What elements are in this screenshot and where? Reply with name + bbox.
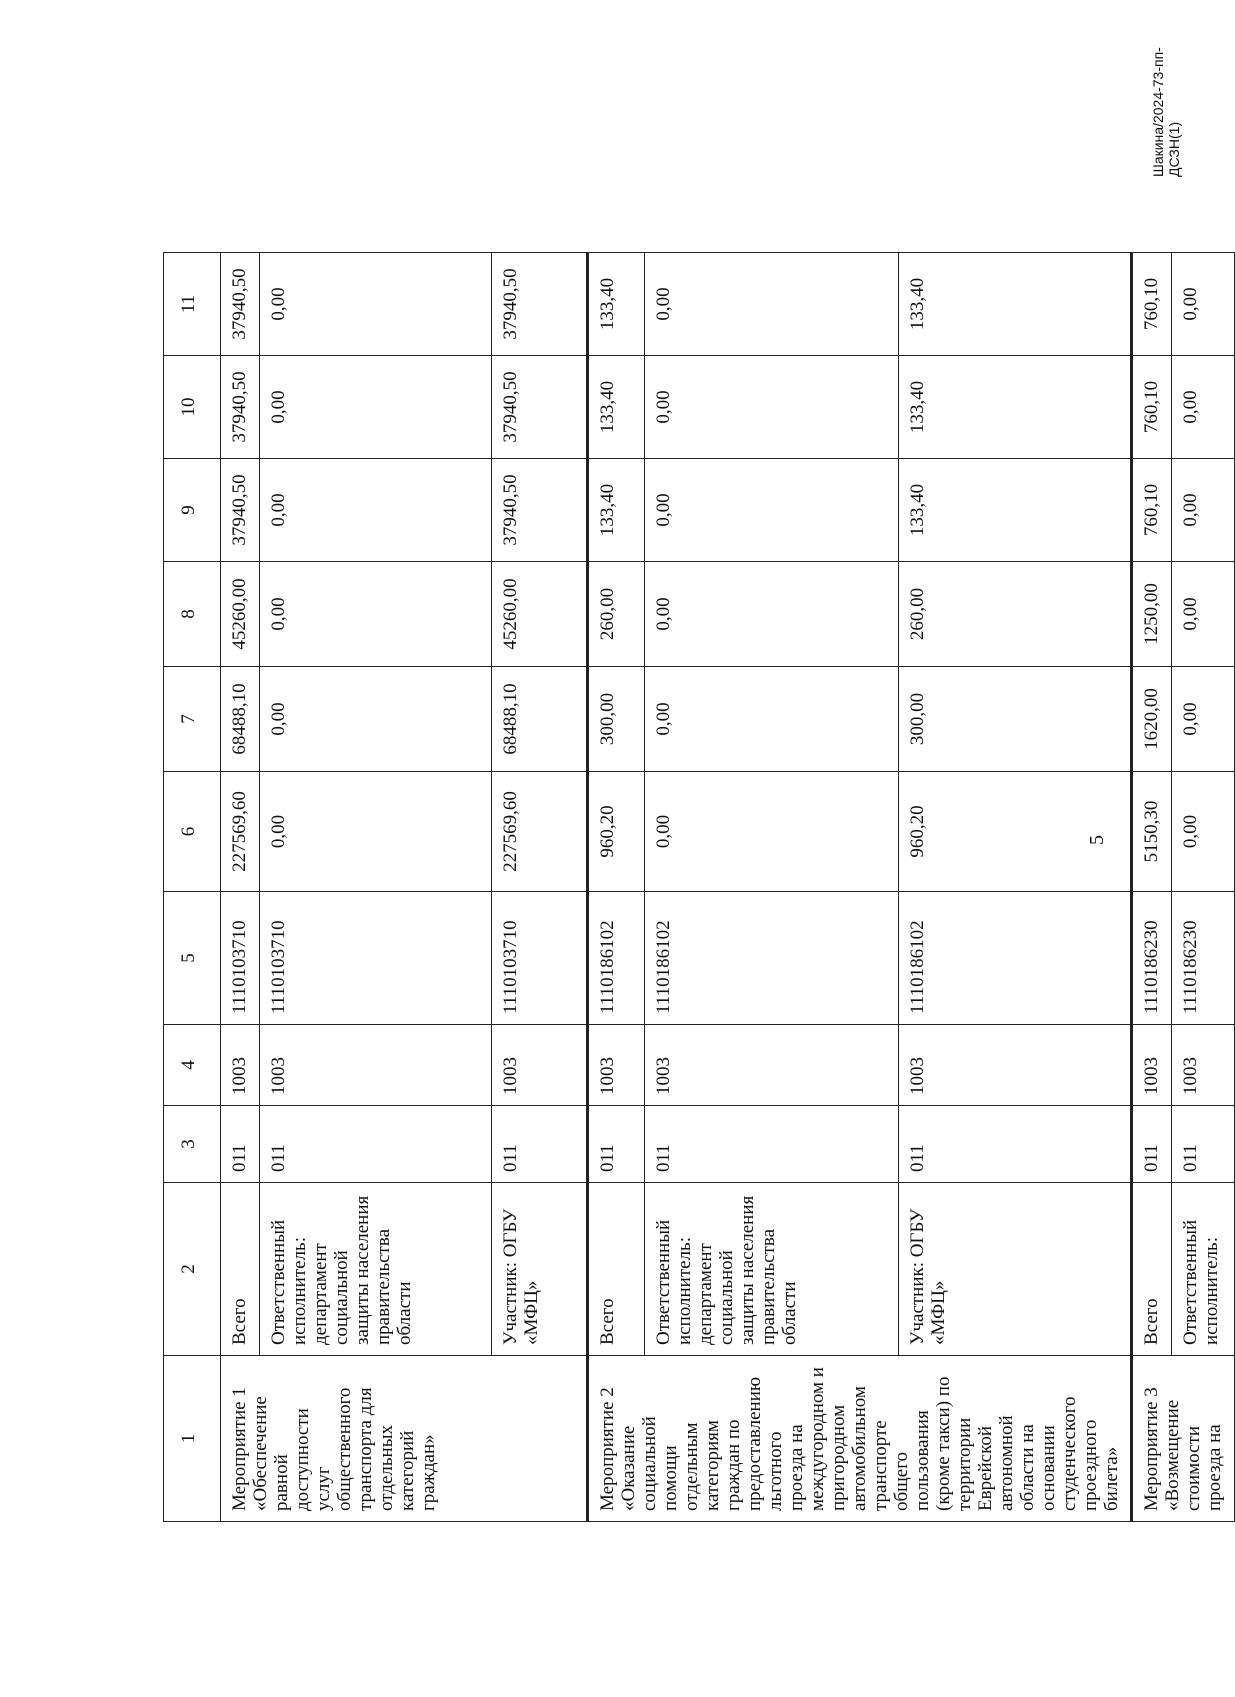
table-cell: 0,00 (645, 667, 898, 772)
header-cell: 3 (164, 1106, 221, 1183)
table-cell: 5150,30 (1132, 772, 1172, 892)
row-label: Всего (221, 1183, 260, 1356)
table-cell: 0,00 (645, 562, 898, 667)
table-cell: 011 (492, 1106, 588, 1183)
table-cell: 133,40 (898, 253, 1131, 356)
table-cell: 1250,00 (1132, 562, 1172, 667)
header-cell: 8 (164, 562, 221, 667)
table-cell: 1110103710 (492, 892, 588, 1025)
table-cell: 1003 (1132, 1025, 1172, 1106)
table-cell: 1110186102 (645, 892, 898, 1025)
table-cell: 0,00 (260, 253, 492, 356)
table-cell: 68488,10 (221, 667, 260, 772)
table-cell: 1110186230 (1132, 892, 1172, 1025)
header-cell: 11 (164, 253, 221, 356)
table-cell: 37940,50 (221, 253, 260, 356)
table-cell: 37940,50 (492, 459, 588, 562)
table-cell: 0,00 (645, 253, 898, 356)
table-cell: 011 (645, 1106, 898, 1183)
table-cell: 1110186230 (1172, 892, 1235, 1025)
table-row (1172, 253, 1235, 1522)
table-cell: 760,10 (1132, 459, 1172, 562)
table-row (221, 253, 260, 1522)
header-row (164, 253, 221, 1522)
table-cell: 260,00 (588, 562, 645, 667)
table-cell: 133,40 (588, 459, 645, 562)
table-cell: 760,10 (1132, 356, 1172, 459)
table-cell: 0,00 (1172, 562, 1235, 667)
table-cell: 0,00 (260, 562, 492, 667)
table-cell: 1003 (260, 1025, 492, 1106)
table-cell: 1110103710 (221, 892, 260, 1025)
table-cell: 68488,10 (492, 667, 588, 772)
table-cell: 0,00 (1172, 253, 1235, 356)
row-label: Ответственный исполнитель: департамент социальной защиты населения правительства области (645, 1183, 898, 1356)
table-row (588, 253, 645, 1522)
table-row (898, 253, 1131, 1522)
measure-1-name: Мероприятие 1 «Обеспечение равной доступности услуг общественного транспорта для отдельных категорий граждан» (221, 1356, 588, 1522)
measure-3-name: Мероприятие 3 «Возмещение стоимости проезда на (1132, 1356, 1235, 1522)
table-cell: 0,00 (260, 459, 492, 562)
header-cell: 10 (164, 356, 221, 459)
header-cell: 1 (164, 1356, 221, 1522)
header-cell: 5 (164, 892, 221, 1025)
table-row (645, 253, 898, 1522)
table-cell: 37940,50 (492, 253, 588, 356)
table-cell: 1003 (588, 1025, 645, 1106)
table-cell: 227569,60 (492, 772, 588, 892)
table-cell: 011 (221, 1106, 260, 1183)
table-cell: 37940,50 (492, 356, 588, 459)
row-label: Ответственный исполнитель: департамент социальной защиты населения правительства области (260, 1183, 492, 1356)
table-cell: 011 (1132, 1106, 1172, 1183)
table-cell: 133,40 (588, 356, 645, 459)
table-cell: 133,40 (588, 253, 645, 356)
table-cell: 0,00 (645, 459, 898, 562)
table-cell: 1003 (898, 1025, 1131, 1106)
table-cell: 960,20 (898, 772, 1131, 892)
row-label: Всего (1132, 1183, 1172, 1356)
table-cell: 0,00 (1172, 667, 1235, 772)
header-cell: 4 (164, 1025, 221, 1106)
header-cell: 6 (164, 772, 221, 892)
row-label: Всего (588, 1183, 645, 1356)
table-cell: 0,00 (645, 356, 898, 459)
table-cell: 37940,50 (221, 459, 260, 562)
table-cell: 0,00 (1172, 459, 1235, 562)
table-row (1132, 253, 1172, 1522)
table-cell: 1110186102 (898, 892, 1131, 1025)
table-cell: 1003 (492, 1025, 588, 1106)
table-cell: 0,00 (260, 356, 492, 459)
row-label: Участник: ОГБУ «МФЦ» (492, 1183, 588, 1356)
table-cell: 133,40 (898, 459, 1131, 562)
table-cell: 300,00 (588, 667, 645, 772)
table-cell: 260,00 (898, 562, 1131, 667)
table-cell: 011 (898, 1106, 1131, 1183)
table-cell: 300,00 (898, 667, 1131, 772)
table-cell: 1110186102 (588, 892, 645, 1025)
table-cell: 0,00 (645, 772, 898, 892)
table-cell: 0,00 (1172, 356, 1235, 459)
row-label: Участник: ОГБУ «МФЦ» (898, 1183, 1131, 1356)
table-row (260, 253, 492, 1522)
table-cell: 1003 (645, 1025, 898, 1106)
table-cell: 0,00 (1172, 772, 1235, 892)
table-cell: 1110103710 (260, 892, 492, 1025)
table-cell: 37940,50 (221, 356, 260, 459)
row-label: Ответственный исполнитель: (1172, 1183, 1235, 1356)
table-row (492, 253, 588, 1522)
table-cell: 011 (1172, 1106, 1235, 1183)
table-cell: 0,00 (260, 772, 492, 892)
budget-table (163, 252, 1235, 1522)
table-cell: 227569,60 (221, 772, 260, 892)
table-cell: 1003 (1172, 1025, 1235, 1106)
table-cell: 0,00 (260, 667, 492, 772)
header-cell: 2 (164, 1183, 221, 1356)
table-cell: 960,20 (588, 772, 645, 892)
table-cell: 1620,00 (1132, 667, 1172, 772)
page-number: 5 (1086, 835, 1108, 845)
header-cell: 7 (164, 667, 221, 772)
table-cell: 011 (260, 1106, 492, 1183)
table-cell: 45260,00 (492, 562, 588, 667)
table-cell: 45260,00 (221, 562, 260, 667)
table-cell: 1003 (221, 1025, 260, 1106)
measure-2-name: Мероприятие 2 «Оказание социальной помощи отдельным категориям граждан по предоставлению льготного проезда на междугородном и пригородном автомобильном транспорте общего пользования (кроме такси) по территории Еврейской автономной области на основании студенческого проездного билета» (588, 1356, 1132, 1522)
table-cell: 760,10 (1132, 253, 1172, 356)
document-code: Шакина/2024-73-пп-ДСЗН(1) (1150, 47, 1182, 177)
table-cell: 011 (588, 1106, 645, 1183)
header-cell: 9 (164, 459, 221, 562)
table-cell: 133,40 (898, 356, 1131, 459)
